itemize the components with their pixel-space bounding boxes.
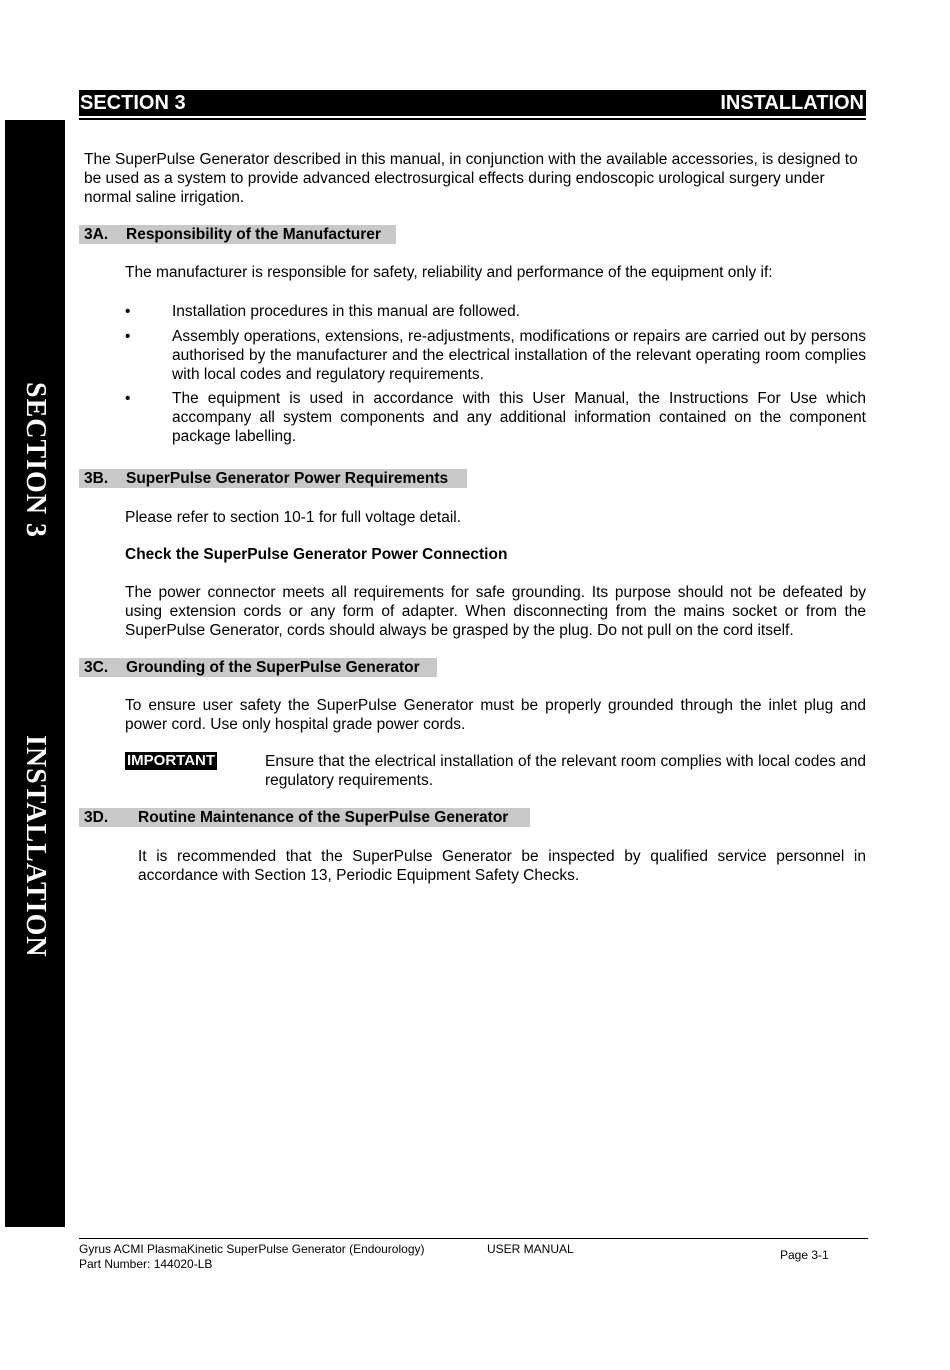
- section-heading-3c: [79, 658, 437, 677]
- side-tab-title: INSTALLATION: [20, 735, 51, 958]
- footer-product: Gyrus ACMI PlasmaKinetic SuperPulse Generator (Endourology): [79, 1242, 425, 1256]
- bullet-glyph: •: [125, 328, 131, 345]
- section-number: 3B.: [84, 470, 109, 487]
- section-heading-3d: [79, 808, 530, 827]
- side-tab-section: SECTION 3: [20, 382, 51, 539]
- section-number: 3D.: [84, 809, 109, 826]
- section-3c-body: To ensure user safety the SuperPulse Generator must be properly grounded through the inlet plug and power cord. Use only hospital grade power cords.: [125, 697, 866, 733]
- section-title: Grounding of the SuperPulse Generator: [126, 659, 420, 676]
- section-3b-subheading: Check the SuperPulse Generator Power Connection: [125, 546, 508, 563]
- header-section-label: SECTION 3: [80, 91, 186, 114]
- footer-part-number: Part Number: 144020-LB: [79, 1257, 213, 1271]
- section-3d-body: It is recommended that the SuperPulse Generator be inspected by qualified service personnel in accordance with Section 13, Periodic Equipment Safety Checks.: [138, 848, 866, 884]
- section-3b-body: The power connector meets all requirements for safe grounding. Its purpose should not be defeated by using extension cords or any form of adapter. When disconnecting from the mains socket or from the SuperPulse Generator, cords should always be grasped by the plug. Do not pull on the cord itself.: [125, 584, 866, 639]
- important-note: Ensure that the electrical installation of the relevant room complies with local codes and regulatory requirements.: [265, 753, 866, 789]
- intro-paragraph: The SuperPulse Generator described in this manual, in conjunction with the available accessories, is designed to be used as a system to provide advanced electrosurgical effects during endoscopic urological surgery under normal saline irrigation.: [84, 151, 858, 206]
- footer-manual-label: USER MANUAL: [487, 1242, 574, 1256]
- side-tab: [5, 120, 65, 1227]
- section-header-bar: [79, 90, 866, 116]
- section-title: SuperPulse Generator Power Requirements: [126, 470, 449, 487]
- section-title: Routine Maintenance of the SuperPulse Generator: [138, 809, 509, 826]
- important-label: IMPORTANT: [127, 752, 216, 769]
- bullet-item: The equipment is used in accordance with this User Manual, the Instructions For Use which accompany all system components and any additional information contained on the component package labelling.: [172, 390, 866, 445]
- header-section-title: INSTALLATION: [720, 91, 864, 114]
- bullet-item: Installation procedures in this manual are followed.: [172, 303, 521, 320]
- footer-rule: [79, 1238, 868, 1239]
- section-heading-3b: [79, 469, 467, 488]
- bullet-glyph: •: [125, 303, 131, 320]
- header-rule: [79, 118, 866, 120]
- section-number: 3A.: [84, 226, 109, 243]
- bullet-glyph: •: [125, 390, 131, 407]
- footer-page-number: Page 3-1: [780, 1248, 829, 1262]
- bullet-item: Assembly operations, extensions, re-adjustments, modifications or repairs are carried out by persons authorised by the manufacturer and the electrical installation of the relevant operating room complies with local codes and regulatory requirements.: [172, 328, 866, 383]
- section-heading-3a: [79, 225, 396, 244]
- section-title: Responsibility of the Manufacturer: [126, 226, 381, 243]
- section-3a-lead: The manufacturer is responsible for safety, reliability and performance of the equipment only if:: [125, 264, 773, 281]
- section-number: 3C.: [84, 659, 109, 676]
- section-3b-reference: Please refer to section 10-1 for full voltage detail.: [125, 509, 462, 526]
